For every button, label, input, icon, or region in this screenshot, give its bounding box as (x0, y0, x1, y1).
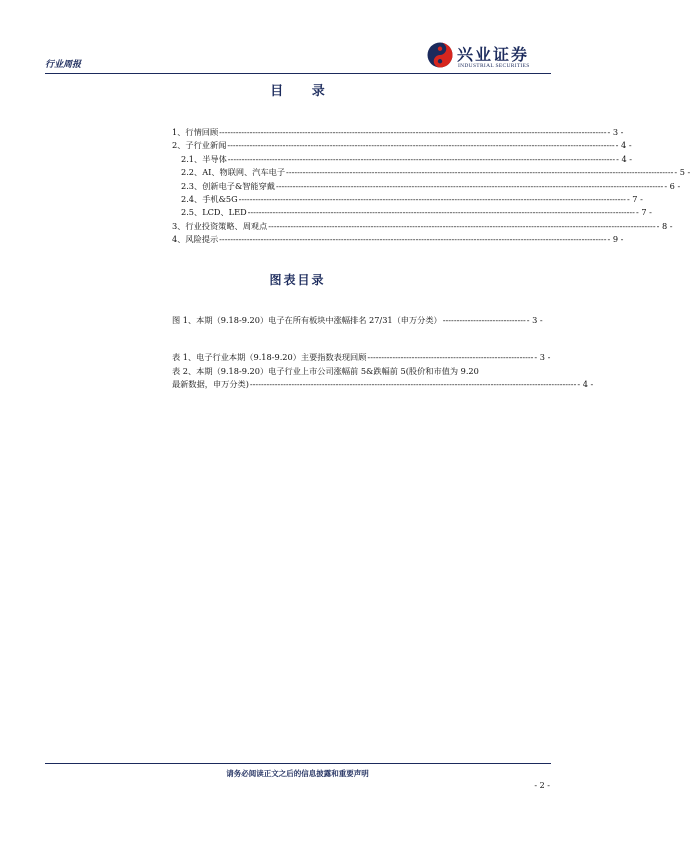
toc-entry[interactable] (172, 180, 681, 193)
toc-entry-page: - 8 - (656, 220, 673, 231)
toc-leader: ------------------------------ (442, 315, 526, 325)
logo-emblem-icon (426, 41, 454, 69)
toc-entry-label: 2.4、手机&5G (181, 194, 238, 205)
figure-entry-page: - 3 - (526, 315, 543, 325)
figure-list-heading: 图表目录 (269, 273, 326, 287)
toc-entry-page: - 3 - (607, 127, 624, 137)
toc-entry-page: - 5 - (674, 167, 690, 178)
toc-entry[interactable] (172, 153, 633, 166)
toc-entry[interactable] (172, 126, 624, 139)
toc-entry-page: - 9 - (607, 234, 624, 245)
toc-leader: -------------------------------------------------------------------------------------------------------------------------------------------- (276, 180, 664, 191)
table-entry-label: 表 2、本期（9.18-9.20）电子行业上市公司涨幅前 5&跌幅前 5(股价和市值为 9.20 (172, 365, 479, 376)
toc-entry-label: 2.3、创新电子&智能穿戴 (181, 180, 275, 191)
toc-leader: -------------------------------------------------------------------------------------------------------------------------------------------- (268, 220, 656, 231)
toc-entry-page: - 7 - (635, 207, 652, 218)
table-entry-page: - 3 - (534, 352, 551, 362)
company-logo (426, 41, 551, 71)
header-divider (45, 73, 551, 74)
page-number: - 2 - (534, 781, 550, 790)
toc-entry-label: 2.2、AI、物联网、汽车电子 (181, 167, 286, 178)
toc-entry-page: - 7 - (626, 194, 643, 205)
toc-leader: -------------------------------------------------------------------------------------------------------------------------------------------- (286, 167, 674, 178)
toc-entry[interactable] (172, 193, 643, 206)
figure-entry[interactable] (172, 315, 543, 326)
toc-entry[interactable] (172, 233, 624, 246)
toc-leader: -------------------------------------------------------------------------------------------------------------------------------------------- (219, 234, 607, 245)
toc-entry[interactable] (172, 139, 632, 152)
toc-entry[interactable] (172, 220, 673, 233)
logo-chinese-name: 兴业证券 (457, 45, 530, 64)
table-entry-page: - 4 - (577, 379, 594, 389)
figure-entry-label: 图 1、本期（9.18-9.20）电子在所有板块中涨幅排名 27/31（申万分类） (172, 315, 442, 325)
table-list (172, 351, 594, 392)
footer-divider (45, 763, 551, 764)
report-type-label: 行业周报 (45, 60, 82, 70)
toc-entry-label: 2、子行业新闻 (172, 140, 227, 151)
table-entry[interactable] (172, 365, 594, 392)
logo-english-name: INDUSTRIAL SECURITIES (458, 63, 530, 69)
toc-leader: -------------------------------------------------------------------------------------------------------------------------------------------- (227, 153, 616, 164)
toc-leader: -------------------------------------------------------------------------------------------------------------------------------------------- (238, 194, 626, 205)
toc-entry-label: 4、风险提示 (172, 234, 219, 245)
toc-leader: -------------------------------------------------------------------------------------------------------------------------------------------- (227, 140, 615, 151)
toc-entry-page: - 4 - (615, 140, 632, 151)
table-of-contents (172, 126, 690, 247)
toc-entry-page: - 6 - (664, 180, 681, 191)
toc-entry-label: 1、行情回顾 (172, 127, 219, 137)
toc-entry[interactable] (172, 206, 652, 219)
toc-entry-page: - 4 - (616, 153, 633, 164)
table-entry-label: 表 1、电子行业本期（9.18-9.20）主要指数表现回顾 (172, 352, 367, 362)
toc-leader: ------------------------------------------------------------ (367, 352, 534, 362)
toc-leader: -------------------------------------------------------------------------------------------------------------------------------------------- (219, 127, 607, 137)
toc-leader: -------------------------------------------------------------------------------------------------------------------------------------------- (247, 207, 635, 218)
toc-entry-label: 2.5、LCD、LED (181, 207, 247, 218)
toc-heading: 目 录 (270, 84, 337, 99)
toc-entry-label: 3、行业投资策略、周观点 (172, 220, 268, 231)
toc-entry-label: 2.1、半导体 (181, 153, 227, 164)
disclaimer-notice: 请务必阅读正文之后的信息披露和重要声明 (226, 769, 369, 778)
table-entry-label-continued: 最新数据，申万分类) (172, 379, 249, 389)
toc-leader: ---------------------------------------------------------------------------------------------------------------------- (249, 379, 577, 389)
table-entry[interactable] (172, 351, 551, 365)
toc-entry[interactable] (172, 166, 690, 179)
figure-list (172, 315, 543, 326)
